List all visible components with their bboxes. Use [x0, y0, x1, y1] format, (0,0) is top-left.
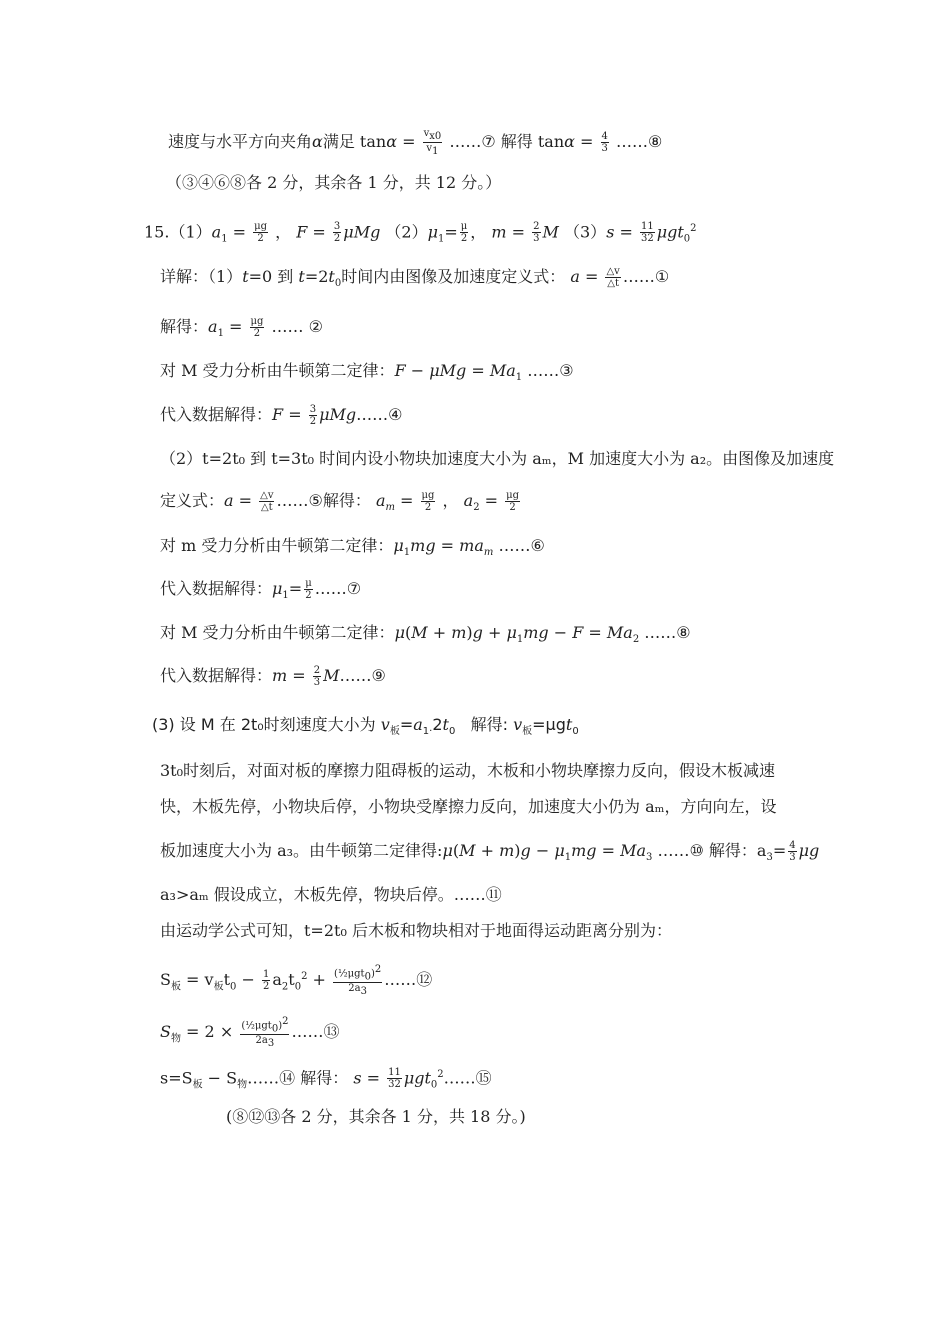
detail-2: 解得：$a_1$ = $\frac{\mu g}{2}$ …… ② [160, 316, 323, 340]
detail-8: 代入数据解得：$\mu_1=$ $\frac{\mu}{2}$ ……⑦ [160, 578, 362, 602]
part3-text-3: 板加速度大小为 a₃。由牛顿第二定律得:μ(M + $m)g - \mu_1mg = Ma_3$ ……⑩ 解得：$a_3=$ $\frac{4}{3}$ μg [160, 840, 820, 864]
formula-s-block: $S_物 = 2$ × $\frac{(\frac{1}{2}\mu gt_0)^2}{2a_3}$ ……⑬ [160, 1016, 340, 1050]
line-angle: 速度与水平方向夹角α满足 tanα = $\frac{v_{x0}}{v_1}$ ……⑦ 解得 tanα = $\frac{4}{3}$ ……⑧ [168, 128, 663, 157]
detail-6: 定义式：a = $\frac{\triangle v}{\triangle t}$ ……⑤解得： $a_m$ = $\frac{\mu g}{2}$ ， $a_2$ = $\frac{\mu g}{2}$ [160, 490, 520, 514]
part3-velocity: (3) 设 M 在 2t₀时刻速度大小为 $v_板=a_{1\cdot}2t_0$ 解得: $v_板=\mu gt_0$ [152, 715, 579, 738]
detail-3: 对 M 受力分析由牛顿第二定律：$F - \mu Mg = Ma_1$ ……③ [160, 361, 574, 384]
detail-7: 对 m 受力分析由牛顿第二定律：$\mu_1mg = ma_m$ ……⑥ [160, 536, 545, 559]
answer-15: $15.(1)a_1$ = $\frac{\mu g}{2}$ ， F = $\frac{3}{2}$ μMg $(2)\mu_1=$ $\frac{\mu}{2}$ ， m = $\frac{2}{3}$ M （3）s = $\frac{11}{32}$ μgt$_0^2$ [144, 221, 697, 245]
formula-s-board: $S_板 = v_板t_0$ − $\frac{1}{2}$ $a_2t_0^2$ + $\frac{(\frac{1}{2}\mu gt_0)^2}{2a_3}$ ……⑫ [160, 964, 433, 998]
score-note-15: (⑧⑫⑬各 2 分，其余各 1 分，共 18 分。) [226, 1107, 526, 1126]
part3-text-2: 快，木板先停，小物块后停，小物块受摩擦力反向，加速度大小仍为 aₘ，方向向左，设 [160, 797, 777, 816]
part3-text-4: a₃>aₘ 假设成立，木板先停，物块后停。……⑪ [160, 885, 502, 904]
detail-5: （2）t=2t₀ 到 t=3t₀ 时间内设小物块加速度大小为 aₘ，M 加速度大小为 a₂。由图像及加速度 [160, 449, 835, 468]
part3-text-5: 由运动学公式可知，t=2t₀ 后木板和物块相对于地面得运动距离分别为： [160, 921, 672, 940]
formula-s-result: $s=S_板$ − $S_物\dots\dots ⑭$ 解得： s = $\frac{11}{32}$ μgt$_0^2$……⑮ [160, 1067, 492, 1091]
detail-10: 代入数据解得：m = $\frac{2}{3}$ M……⑨ [160, 665, 386, 688]
part3-text-1: 3t₀时刻后，对面对板的摩擦力阻碍板的运动，木板和小物块摩擦力反向，假设木板减速 [160, 761, 776, 780]
detail-9: 对 M 受力分析由牛顿第二定律：$\mu(M + m)g + \mu_1mg - F = Ma_2$ ……⑧ [160, 623, 691, 646]
detail-4: 代入数据解得：F = $\frac{3}{2}$ μMg……④ [160, 404, 403, 427]
detail-1: 详解：（1）t=0 到 $t=2t_0$时间内由图像及加速度定义式： a = $\frac{\triangle v}{\triangle t}$ ……① [160, 266, 670, 290]
score-note-14: （③④⑥⑧各 2 分，其余各 1 分，共 12 分。） [166, 173, 502, 192]
